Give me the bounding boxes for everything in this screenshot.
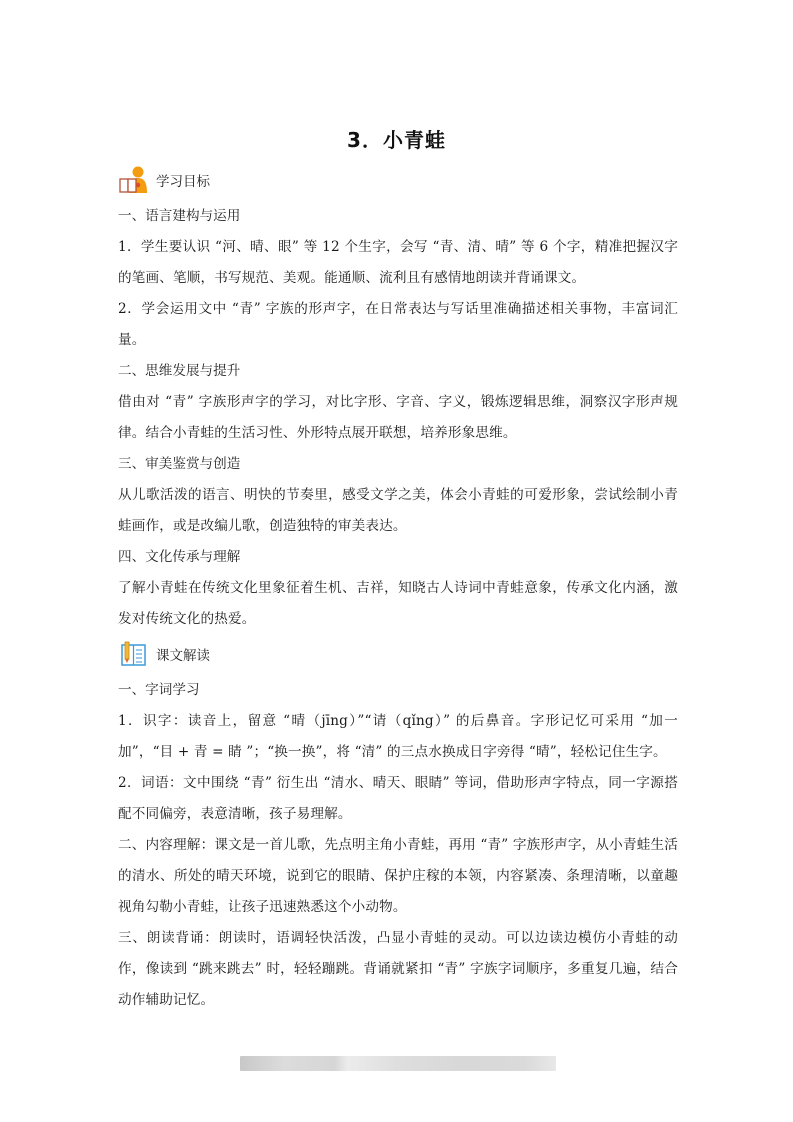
reading-paragraph: 1．识字：读音上，留意 “晴（jīng）”“请（qǐng）” 的后鼻音。字形记忆可采用 “加一加”，“目 + 青 = 睛 ”；“换一换”，将 “清” 的三点水换成日字旁得 “晴”，轻松记住生字。 — [118, 713, 678, 760]
reading-heading-1: 一、字词学习 — [118, 682, 200, 698]
reading-paragraph: 三、朗读背诵：朗读时，语调轻快活泼，凸显小青蛙的灵动。可以边读边模仿小青蛙的动作，像读到 “跳来跳去” 时，轻轻蹦跳。背诵就紧扣 “青” 字族字词顺序，多重复几遍，结合动作辅助记忆。 — [118, 930, 678, 1008]
reading-person-icon — [118, 165, 148, 195]
goal-heading-1: 一、语言建构与运用 — [118, 208, 241, 224]
goal-heading-4: 四、文化传承与理解 — [118, 549, 241, 565]
section-header-goals — [118, 163, 678, 197]
goal-heading-2: 二、思维发展与提升 — [118, 363, 241, 379]
notebook-pencil-icon — [118, 639, 148, 669]
goal-paragraph: 借由对 “青” 字族形声字的学习，对比字形、字音、字义，锻炼逻辑思维，洞察汉字形声规律。结合小青蛙的生活习性、外形特点展开联想，培养形象思维。 — [118, 394, 678, 441]
goal-paragraph: 从儿歌活泼的语言、明快的节奏里，感受文学之美，体会小青蛙的可爱形象，尝试绘制小青蛙画作，或是改编儿歌，创造独特的审美表达。 — [118, 487, 678, 534]
section-label-goals: 学习目标 — [156, 174, 210, 190]
goal-paragraph: 了解小青蛙在传统文化里象征着生机、吉祥，知晓古人诗词中青蛙意象，传承文化内涵，激发对传统文化的热爱。 — [118, 580, 678, 627]
reading-paragraph: 二、内容理解：课文是一首儿歌，先点明主角小青蛙，再用 “青” 字族形声字，从小青蛙生活的清水、所处的晴天环境，说到它的眼睛、保护庄稼的本领，内容紧凑、条理清晰，以童趣视角勾勒小青蛙，让孩子迅速熟悉这个小动物。 — [118, 837, 678, 915]
section-label-reading: 课文解读 — [156, 648, 210, 664]
section-header-reading — [118, 637, 678, 671]
reading-paragraph: 2．词语：文中围绕 “青” 衍生出 “清水、晴天、眼睛” 等词，借助形声字特点，同一字源搭配不同偏旁，表意清晰，孩子易理解。 — [118, 775, 678, 822]
goal-paragraph: 1．学生要认识 “河、晴、眼” 等 12 个生字，会写 “青、清、晴” 等 6 个字，精准把握汉字的笔画、笔顺，书写规范、美观。能通顺、流利且有感情地朗读并背诵课文。 — [118, 239, 678, 286]
footer-blurred-watermark — [240, 1056, 556, 1071]
goal-paragraph: 2．学会运用文中 “青” 字族的形声字，在日常表达与写话里准确描述相关事物，丰富词汇量。 — [118, 301, 678, 348]
page-title: 3．小青蛙 — [347, 128, 446, 152]
goal-heading-3: 三、审美鉴赏与创造 — [118, 456, 241, 472]
document-body — [118, 163, 678, 1016]
